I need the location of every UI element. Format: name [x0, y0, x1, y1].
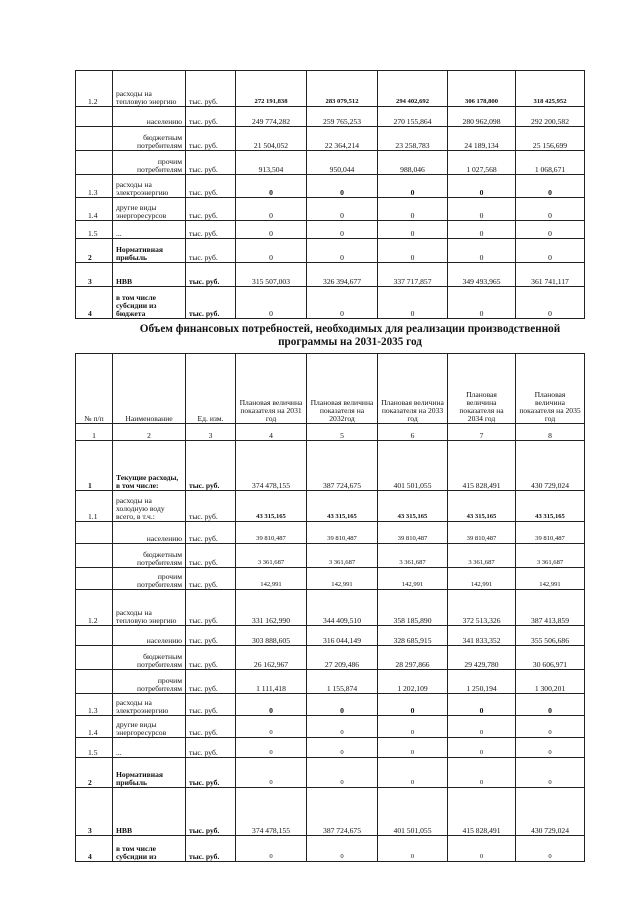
- value-cell: 142,991: [378, 568, 448, 590]
- value-cell: 294 402,692: [378, 71, 448, 107]
- row-number: [76, 127, 113, 151]
- value-cell: 28 297,866: [378, 646, 448, 670]
- row-number: 4: [76, 836, 113, 862]
- table-2026-2030-continuation: [75, 70, 585, 319]
- row-name: расходы на тепловую энергию: [113, 590, 186, 626]
- row-name: ...: [113, 738, 186, 758]
- table-row: [76, 127, 585, 151]
- value-cell: 0: [378, 239, 448, 263]
- row-unit: тыс. руб.: [186, 694, 236, 716]
- value-cell: 1 300,201: [516, 670, 585, 694]
- row-unit: тыс. руб.: [186, 239, 236, 263]
- row-unit: тыс. руб.: [186, 107, 236, 127]
- row-number: 1.3: [76, 175, 113, 198]
- table-row: [76, 646, 585, 670]
- value-cell: 0: [448, 221, 516, 239]
- table-row: [76, 491, 585, 522]
- value-cell: 0: [378, 198, 448, 221]
- value-cell: 950,044: [307, 151, 378, 175]
- value-cell: 0: [307, 198, 378, 221]
- row-name: бюджетным потребителям: [113, 544, 186, 568]
- value-cell: 0: [516, 198, 585, 221]
- row-name: ...: [113, 221, 186, 239]
- row-number: [76, 522, 113, 544]
- row-name: расходы на электроэнергию: [113, 175, 186, 198]
- table-row: [76, 198, 585, 221]
- value-cell: 0: [236, 836, 307, 862]
- value-cell: 39 810,487: [378, 522, 448, 544]
- table-row: [76, 107, 585, 127]
- value-cell: 0: [516, 694, 585, 716]
- value-cell: 326 394,677: [307, 263, 378, 287]
- value-cell: 0: [378, 836, 448, 862]
- column-number: 8: [516, 424, 585, 441]
- row-number: 2: [76, 239, 113, 263]
- value-cell: 306 178,800: [448, 71, 516, 107]
- table-row: [76, 287, 585, 319]
- row-name: другие виды энергоресурсов: [113, 716, 186, 738]
- value-cell: 0: [516, 287, 585, 319]
- row-unit: тыс. руб.: [186, 716, 236, 738]
- table-header-row: [76, 354, 585, 424]
- row-unit: тыс. руб.: [186, 175, 236, 198]
- value-cell: 415 828,491: [448, 788, 516, 836]
- row-name: населению: [113, 107, 186, 127]
- value-cell: 0: [236, 198, 307, 221]
- value-cell: 315 507,003: [236, 263, 307, 287]
- table-row: [76, 522, 585, 544]
- value-cell: 0: [448, 836, 516, 862]
- value-cell: 0: [448, 738, 516, 758]
- value-cell: 0: [448, 198, 516, 221]
- row-number: 1: [76, 441, 113, 491]
- value-cell: 0: [236, 287, 307, 319]
- value-cell: 401 501,055: [378, 441, 448, 491]
- value-cell: 3 361,687: [448, 544, 516, 568]
- value-cell: 43 315,165: [307, 491, 378, 522]
- value-cell: 3 361,687: [378, 544, 448, 568]
- table-row: [76, 788, 585, 836]
- table-row: [76, 568, 585, 590]
- header-cell: Плановая величина показателя на 2035 год: [516, 354, 585, 424]
- row-name: бюджетным потребителям: [113, 646, 186, 670]
- table-row: [76, 151, 585, 175]
- row-name: другие виды энергоресурсов: [113, 198, 186, 221]
- row-name: НВВ: [113, 263, 186, 287]
- value-cell: 374 478,155: [236, 788, 307, 836]
- column-number: 5: [307, 424, 378, 441]
- value-cell: 0: [378, 287, 448, 319]
- value-cell: 0: [307, 758, 378, 788]
- row-number: [76, 670, 113, 694]
- value-cell: 988,046: [378, 151, 448, 175]
- row-unit: тыс. руб.: [186, 127, 236, 151]
- section-title: Объем финансовых потребностей, необходимых для реализации производственной программы на 2031-2035 год: [139, 323, 561, 348]
- value-cell: 0: [236, 694, 307, 716]
- value-cell: 303 888,605: [236, 626, 307, 646]
- value-cell: 415 828,491: [448, 441, 516, 491]
- column-number: 1: [76, 424, 113, 441]
- row-number: 1.5: [76, 738, 113, 758]
- row-number: 1.4: [76, 198, 113, 221]
- column-number: 3: [186, 424, 236, 441]
- value-cell: 3 361,687: [516, 544, 585, 568]
- value-cell: 374 478,155: [236, 441, 307, 491]
- value-cell: 1 027,568: [448, 151, 516, 175]
- column-number: 2: [113, 424, 186, 441]
- value-cell: 341 833,352: [448, 626, 516, 646]
- value-cell: 43 315,165: [516, 491, 585, 522]
- table-row: [76, 716, 585, 738]
- row-name: населению: [113, 522, 186, 544]
- value-cell: 349 493,965: [448, 263, 516, 287]
- column-number-row: [76, 424, 585, 441]
- value-cell: 39 810,487: [307, 522, 378, 544]
- value-cell: 272 191,838: [236, 71, 307, 107]
- value-cell: 0: [516, 738, 585, 758]
- table-row: [76, 71, 585, 107]
- value-cell: 0: [307, 716, 378, 738]
- value-cell: 25 156,699: [516, 127, 585, 151]
- row-unit: тыс. руб.: [186, 568, 236, 590]
- value-cell: 23 258,783: [378, 127, 448, 151]
- row-unit: тыс. руб.: [186, 738, 236, 758]
- value-cell: 43 315,165: [378, 491, 448, 522]
- row-name: Нормативная прибыль: [113, 758, 186, 788]
- header-cell: Плановая величина показателя на 2034 год: [448, 354, 516, 424]
- row-unit: тыс. руб.: [186, 221, 236, 239]
- value-cell: 328 685,915: [378, 626, 448, 646]
- row-name: бюджетным потребителям: [113, 127, 186, 151]
- value-cell: 0: [307, 738, 378, 758]
- row-unit: тыс. руб.: [186, 522, 236, 544]
- value-cell: 0: [378, 716, 448, 738]
- value-cell: 1 155,874: [307, 670, 378, 694]
- value-cell: 280 962,098: [448, 107, 516, 127]
- row-number: 1.3: [76, 694, 113, 716]
- value-cell: 344 409,510: [307, 590, 378, 626]
- header-cell: Плановая величина показателя на 2032год: [307, 354, 378, 424]
- value-cell: 26 162,967: [236, 646, 307, 670]
- row-unit: тыс. руб.: [186, 626, 236, 646]
- row-number: 1.4: [76, 716, 113, 738]
- value-cell: 0: [236, 738, 307, 758]
- row-number: 2: [76, 758, 113, 788]
- row-number: 1.5: [76, 221, 113, 239]
- value-cell: 249 774,282: [236, 107, 307, 127]
- row-name: прочим потребителям: [113, 568, 186, 590]
- value-cell: 142,991: [236, 568, 307, 590]
- value-cell: 0: [236, 239, 307, 263]
- row-name: расходы на электроэнергию: [113, 694, 186, 716]
- row-unit: тыс. руб.: [186, 544, 236, 568]
- value-cell: 0: [236, 175, 307, 198]
- value-cell: 372 513,326: [448, 590, 516, 626]
- value-cell: 0: [516, 221, 585, 239]
- value-cell: 401 501,055: [378, 788, 448, 836]
- value-cell: 430 729,024: [516, 788, 585, 836]
- value-cell: 337 717,857: [378, 263, 448, 287]
- row-number: 1.2: [76, 71, 113, 107]
- row-unit: тыс. руб.: [186, 836, 236, 862]
- row-number: 4: [76, 287, 113, 319]
- value-cell: 0: [516, 836, 585, 862]
- row-unit: тыс. руб.: [186, 263, 236, 287]
- row-number: [76, 646, 113, 670]
- row-name: расходы на тепловую энергию: [113, 71, 186, 107]
- value-cell: 1 250,194: [448, 670, 516, 694]
- value-cell: 39 810,487: [448, 522, 516, 544]
- table-row: [76, 239, 585, 263]
- value-cell: 913,504: [236, 151, 307, 175]
- value-cell: 0: [516, 716, 585, 738]
- row-number: [76, 626, 113, 646]
- header-cell: № п/п: [76, 354, 113, 424]
- value-cell: 0: [448, 239, 516, 263]
- table-row: [76, 221, 585, 239]
- value-cell: 0: [378, 738, 448, 758]
- header-cell: Наименование: [113, 354, 186, 424]
- row-name: прочим потребителям: [113, 670, 186, 694]
- table-row: [76, 670, 585, 694]
- row-unit: тыс. руб.: [186, 151, 236, 175]
- value-cell: 0: [516, 758, 585, 788]
- value-cell: 0: [236, 221, 307, 239]
- column-number: 6: [378, 424, 448, 441]
- table-row: [76, 544, 585, 568]
- value-cell: 3 361,687: [236, 544, 307, 568]
- row-number: 1.2: [76, 590, 113, 626]
- value-cell: 430 729,024: [516, 441, 585, 491]
- value-cell: 387 724,675: [307, 788, 378, 836]
- value-cell: 292 200,582: [516, 107, 585, 127]
- value-cell: 142,991: [307, 568, 378, 590]
- value-cell: 0: [236, 716, 307, 738]
- value-cell: 142,991: [516, 568, 585, 590]
- value-cell: 30 606,971: [516, 646, 585, 670]
- value-cell: 0: [378, 175, 448, 198]
- value-cell: 0: [448, 694, 516, 716]
- row-unit: тыс. руб.: [186, 491, 236, 522]
- value-cell: 316 044,149: [307, 626, 378, 646]
- row-unit: тыс. руб.: [186, 441, 236, 491]
- value-cell: 0: [516, 239, 585, 263]
- value-cell: 39 810,487: [516, 522, 585, 544]
- table-2031-2035: [75, 353, 585, 862]
- value-cell: 270 155,864: [378, 107, 448, 127]
- header-cell: Ед. изм.: [186, 354, 236, 424]
- value-cell: 0: [378, 694, 448, 716]
- value-cell: 358 185,890: [378, 590, 448, 626]
- value-cell: 22 364,214: [307, 127, 378, 151]
- value-cell: 387 724,675: [307, 441, 378, 491]
- row-unit: тыс. руб.: [186, 788, 236, 836]
- row-number: 3: [76, 263, 113, 287]
- value-cell: 1 068,671: [516, 151, 585, 175]
- value-cell: 43 315,165: [448, 491, 516, 522]
- value-cell: 24 189,134: [448, 127, 516, 151]
- row-unit: тыс. руб.: [186, 758, 236, 788]
- value-cell: 39 810,487: [236, 522, 307, 544]
- table-row: [76, 441, 585, 491]
- value-cell: 283 079,512: [307, 71, 378, 107]
- table-row: [76, 263, 585, 287]
- value-cell: 0: [448, 175, 516, 198]
- table-row: [76, 626, 585, 646]
- value-cell: 361 741,117: [516, 263, 585, 287]
- row-name: в том числе субсидии из бюджета: [113, 287, 186, 319]
- value-cell: 29 429,780: [448, 646, 516, 670]
- table-row: [76, 590, 585, 626]
- value-cell: 0: [378, 758, 448, 788]
- table-row: [76, 836, 585, 862]
- row-number: 1.1: [76, 491, 113, 522]
- column-number: 4: [236, 424, 307, 441]
- value-cell: 0: [307, 239, 378, 263]
- table-row: [76, 738, 585, 758]
- row-name: Текущие расходы, в том числе:: [113, 441, 186, 491]
- value-cell: 3 361,687: [307, 544, 378, 568]
- value-cell: 142,991: [448, 568, 516, 590]
- table-row: [76, 758, 585, 788]
- value-cell: 0: [307, 175, 378, 198]
- value-cell: 0: [448, 287, 516, 319]
- value-cell: 1 111,418: [236, 670, 307, 694]
- value-cell: 331 162,990: [236, 590, 307, 626]
- row-unit: тыс. руб.: [186, 287, 236, 319]
- value-cell: 0: [236, 758, 307, 788]
- row-number: [76, 151, 113, 175]
- value-cell: 21 504,052: [236, 127, 307, 151]
- value-cell: 0: [307, 694, 378, 716]
- value-cell: 387 413,859: [516, 590, 585, 626]
- row-unit: тыс. руб.: [186, 670, 236, 694]
- value-cell: 259 765,253: [307, 107, 378, 127]
- row-name: в том числе субсидии из: [113, 836, 186, 862]
- row-number: 3: [76, 788, 113, 836]
- value-cell: 1 202,109: [378, 670, 448, 694]
- value-cell: 0: [516, 175, 585, 198]
- value-cell: 318 425,952: [516, 71, 585, 107]
- value-cell: 0: [448, 716, 516, 738]
- row-number: [76, 544, 113, 568]
- header-cell: Плановая величина показателя на 2033 год: [378, 354, 448, 424]
- column-number: 7: [448, 424, 516, 441]
- row-name: населению: [113, 626, 186, 646]
- header-cell: Плановая величина показателя на 2031 год: [236, 354, 307, 424]
- value-cell: 0: [307, 287, 378, 319]
- value-cell: 0: [307, 221, 378, 239]
- table-row: [76, 694, 585, 716]
- row-unit: тыс. руб.: [186, 646, 236, 670]
- value-cell: 43 315,165: [236, 491, 307, 522]
- value-cell: 355 506,686: [516, 626, 585, 646]
- row-name: НВВ: [113, 788, 186, 836]
- row-unit: тыс. руб.: [186, 198, 236, 221]
- value-cell: 27 209,486: [307, 646, 378, 670]
- value-cell: 0: [307, 836, 378, 862]
- row-name: Нормативная прибыль: [113, 239, 186, 263]
- value-cell: 0: [378, 221, 448, 239]
- row-number: [76, 568, 113, 590]
- value-cell: 0: [448, 758, 516, 788]
- row-unit: тыс. руб.: [186, 71, 236, 107]
- row-name: прочим потребителям: [113, 151, 186, 175]
- table-row: [76, 175, 585, 198]
- row-unit: тыс. руб.: [186, 590, 236, 626]
- row-number: [76, 107, 113, 127]
- row-name: расходы на холодную воду всего, в т.ч.:: [113, 491, 186, 522]
